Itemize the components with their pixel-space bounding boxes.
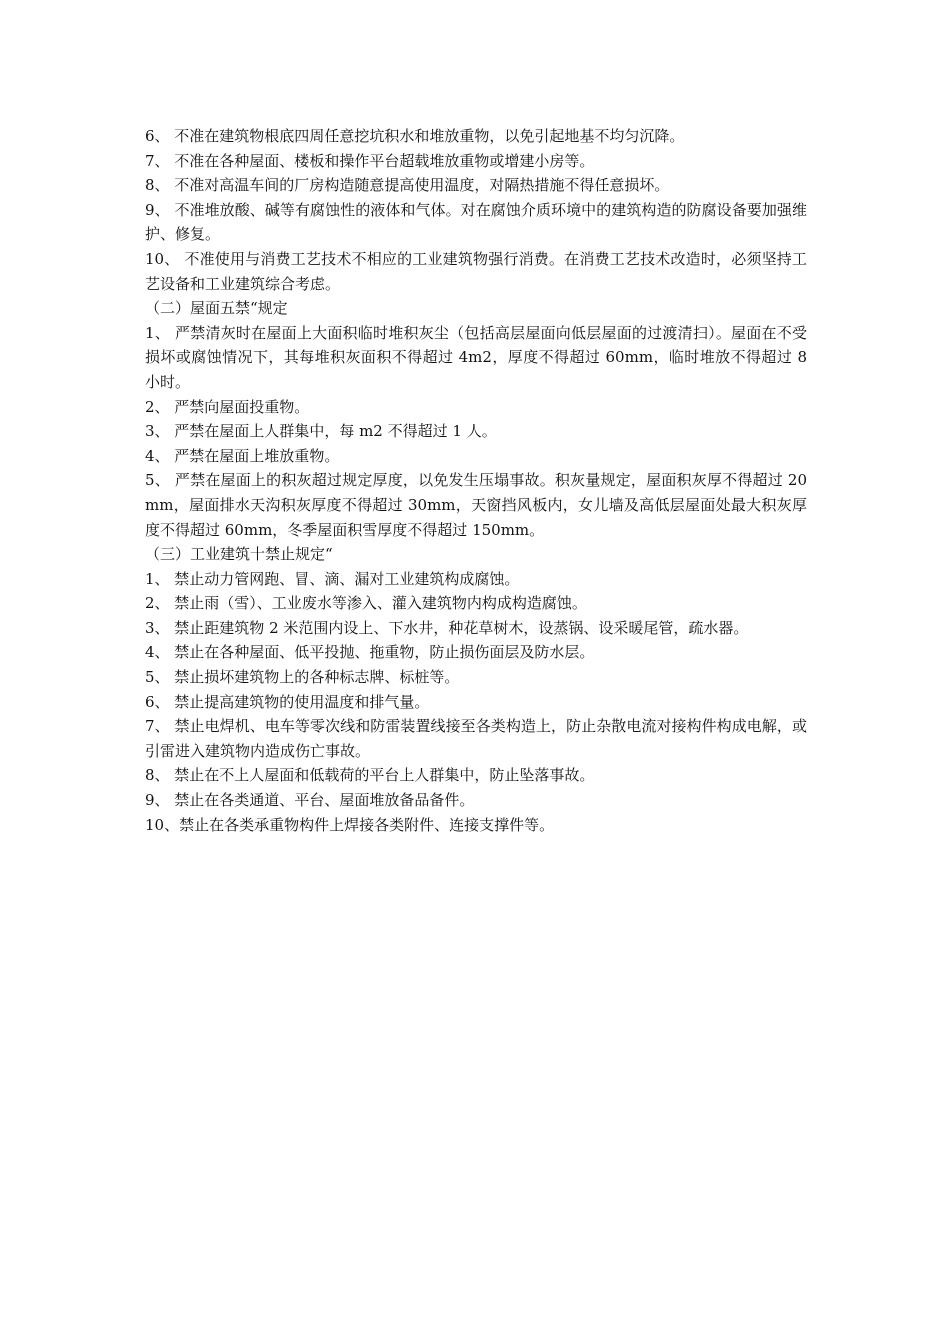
roof-rule-5: 5、 严禁在屋面上的积灰超过规定厚度，以免发生压塌事故。积灰量规定，屋面积灰厚不得超过 20mm，屋面排水天沟积灰厚度不得超过 30mm，天窗挡风板内，女儿墙及高低层屋面处最大积灰厚度不得超过 60mm，冬季屋面积雪厚度不得超过 150mm。 (145, 471, 807, 539)
rule-item-6: 6、 不准在建筑物根底四周任意挖坑积水和堆放重物，以免引起地基不均匀沉降。 (145, 127, 685, 145)
roof-rule-4: 4、 严禁在屋面上堆放重物。 (145, 446, 340, 465)
industrial-rule-7: 7、 禁止电焊机、电车等零次线和防雷装置线接至各类构造上，防止杂散电流对接构件构成电解，或引雷进入建筑物内造成伤亡事故。 (145, 717, 807, 760)
rule-item-7: 7、 不准在各种屋面、楼板和操作平台超载堆放重物或增建小房等。 (145, 151, 595, 170)
industrial-rule-9: 9、 禁止在各类通道、平台、屋面堆放备品备件。 (145, 791, 475, 810)
industrial-rule-10: 10、禁止在各类承重物构件上焊接各类附件、连接支撑件等。 (145, 815, 555, 834)
section-heading-roof: （二）屋面五禁“规定 (145, 299, 288, 318)
section-heading-industrial: （三）工业建筑十禁止规定“ (145, 545, 333, 564)
industrial-rule-6: 6、 禁止提高建筑物的使用温度和排气量。 (145, 692, 430, 711)
industrial-rule-5: 5、 禁止损坏建筑物上的各种标志牌、标桩等。 (145, 668, 460, 687)
roof-rule-2: 2、 严禁向屋面投重物。 (145, 397, 310, 416)
rule-item-9: 9、 不准堆放酸、碱等有腐蚀性的液体和气体。对在腐蚀介质环境中的建筑构造的防腐设备要加强维护、修复。 (145, 200, 807, 244)
industrial-rule-2: 2、 禁止雨（雪）、工业废水等渗入、灌入建筑物内构成构造腐蚀。 (145, 594, 587, 613)
document-body (145, 124, 807, 837)
industrial-rule-4: 4、 禁止在各种屋面、低平投抛、拖重物，防止损伤面层及防水层。 (145, 643, 595, 662)
rule-item-10: 10、 不准使用与消费工艺技术不相应的工业建筑物强行消费。在消费工艺技术改造时，必须坚持工艺设备和工业建筑综合考虑。 (145, 249, 807, 293)
industrial-rule-3: 3、 禁止距建筑物 2 米范围内设上、下水井，种花草树木，设蒸锅、设采暖尾管，疏水器。 (145, 618, 749, 637)
industrial-rule-8: 8、 禁止在不上人屋面和低载荷的平台上人群集中，防止坠落事故。 (145, 766, 595, 785)
roof-rule-3: 3、 严禁在屋面上人群集中，每 m2 不得超过 1 人。 (145, 422, 497, 441)
rule-item-8: 8、 不准对高温车间的厂房构造随意提高使用温度，对隔热措施不得任意损坏。 (145, 176, 670, 195)
industrial-rule-1: 1、 禁止动力管网跑、冒、滴、漏对工业建筑构成腐蚀。 (145, 569, 520, 588)
roof-rule-1: 1、 严禁清灰时在屋面上大面积临时堆积灰尘（包括高层屋面向低层屋面的过渡清扫）。屋面在不受损坏或腐蚀情况下，其每堆积灰面积不得超过 4m2，厚度不得超过 60mm，临时堆放不得超过 8 小时。 (145, 323, 807, 391)
